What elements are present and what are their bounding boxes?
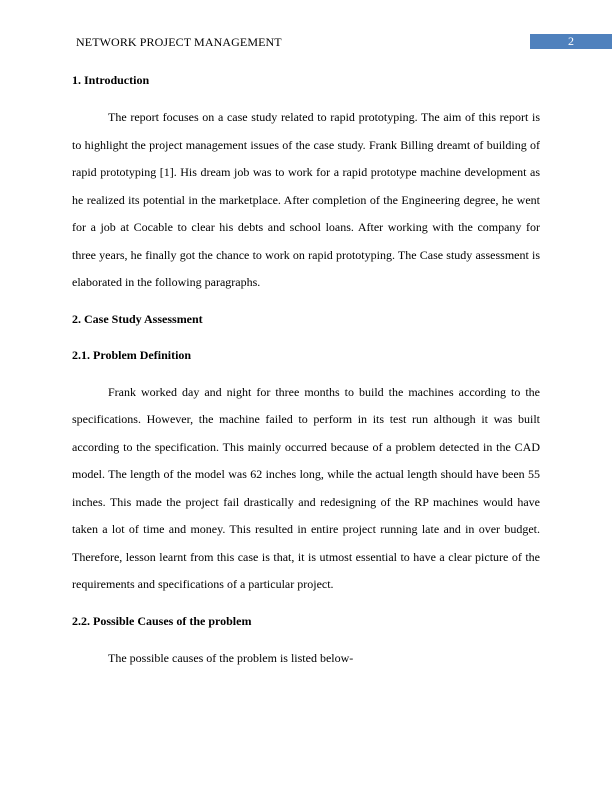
paragraph-introduction: The report focuses on a case study related to rapid prototyping. The aim of this report is to highlight the project management issues of the case study. Frank Billing dreamt of building of rapid prototyping [1]. His dream job was to work for a rapid prototype machine development as he realized its potential in the marketplace. After completion of the Engineering degree, he went for a job at Cocable to clear his debts and school loans. After working with the company for three years, he finally got the chance to work on rapid prototyping. The Case study assessment is elaborated in the following paragraphs.	[72, 110, 540, 289]
section-heading-introduction: 1. Introduction	[72, 73, 150, 87]
page-number-badge: 2	[530, 34, 612, 49]
subsection-heading-possible-causes: 2.2. Possible Causes of the problem	[72, 613, 252, 628]
subsection-heading-problem-definition: 2.1. Problem Definition	[72, 347, 192, 362]
paragraph-problem-definition: Frank worked day and night for three months to build the machines according to the specifications. However, the machine failed to perform in its test run although it was built according to the specification. This mainly occurred because of a problem detected in the CAD model. The length of the model was 62 inches long, while the actual length should have been 55 inches. This made the project fail drastically and redesigning of the RP machines would have taken a lot of time and money. This resulted in entire project running late and in over budget. Therefore, lesson learnt from this case is that, it is utmost essential to have a clear picture of the requirements and specifications of a particular project.	[72, 384, 540, 591]
document-body	[72, 62, 540, 672]
section-heading-case-study-assessment: 2. Case Study Assessment	[72, 311, 203, 326]
running-header-title: NETWORK PROJECT MANAGEMENT	[76, 35, 282, 49]
paragraph-possible-causes: The possible causes of the problem is listed below-	[108, 650, 354, 665]
